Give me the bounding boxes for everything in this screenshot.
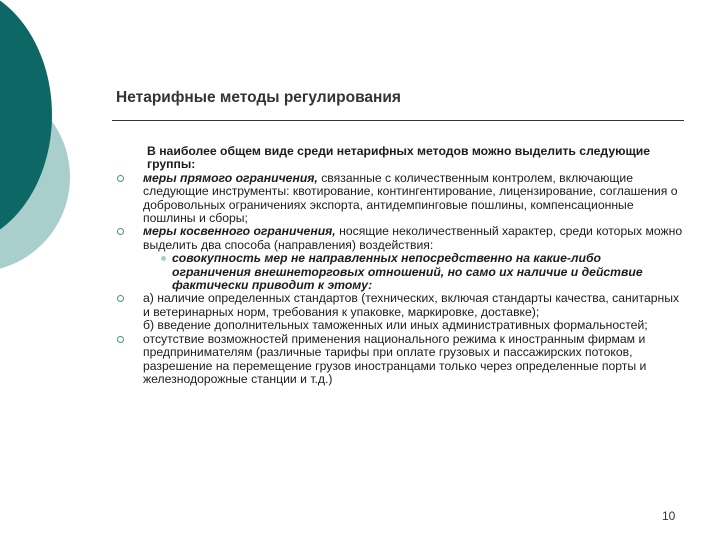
circle-bullet-icon — [117, 336, 124, 343]
circle-bullet-icon — [117, 175, 124, 182]
page-number: 10 — [662, 509, 676, 523]
circle-bullet-icon — [117, 228, 124, 235]
decorative-circles — [0, 0, 80, 300]
intro-text: В наиболее общем виде среди нетарифных методов можно выделить следующие группы: — [147, 144, 651, 172]
item-text: а) наличие определенных стандартов (технических, включая стандарты качества, санитарных и ветеринарных норм, требования к упаковке, маркировке, доставке); — [143, 291, 680, 319]
sub-list-item — [172, 252, 683, 292]
list-item — [143, 292, 683, 332]
title-divider — [112, 120, 684, 121]
slide-body — [143, 145, 683, 386]
list-item — [143, 225, 683, 252]
item-text: связанные с количественным контролем, включающие следующие инструменты: квотирование, контингентирование, лицензирование, соглашения о добровольных ограничениях экспорта, антидемпинговые пошлины, компенсационные пошлины и сборы; — [143, 170, 678, 226]
item-lead: меры косвенного ограничения, — [143, 224, 336, 239]
list-item — [143, 333, 683, 387]
item-lead: меры прямого ограничения, — [143, 170, 318, 185]
item-text-continued: б) введение дополнительных таможенных или иных административных формальностей; — [143, 318, 648, 333]
list-item — [143, 172, 683, 226]
dot-bullet-icon — [161, 256, 166, 261]
slide-title: Нетарифные методы регулирования — [116, 89, 401, 106]
circle-bullet-icon — [117, 295, 124, 302]
sub-item-text: совокупность мер не направленных непосредственно на какие-либо ограничения внешнеторговых отношений, но само их наличие и действие фактически приводит к этому: — [172, 251, 643, 293]
item-text: носящие неколичественный характер, среди которых можно выделить два способа (направления) воздействия: — [143, 224, 683, 252]
item-text: отсутствие возможностей применения национального режима к иностранным фирмам и предпринимателям (различные тарифы при оплате грузовых и пассажирских потоков, разрешение на перемещение грузов иностранцами только через определенные порты и железнодорожные станции и т.д.) — [143, 331, 647, 386]
